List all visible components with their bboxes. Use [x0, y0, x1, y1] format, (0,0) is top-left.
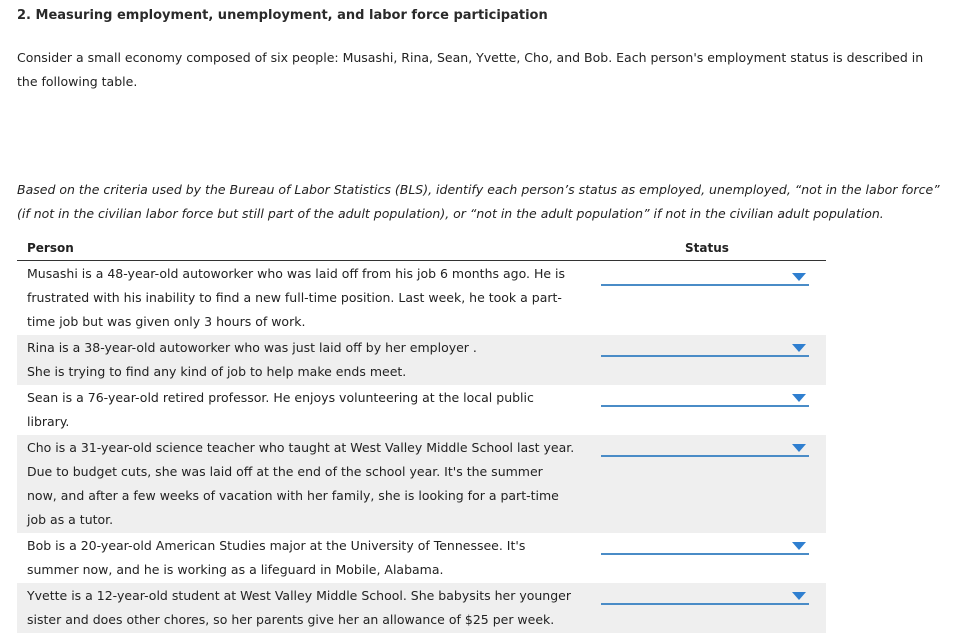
- status-dropdown-cho[interactable]: [601, 437, 809, 457]
- person-description: Yvette is a 12-year-old student at West Valley Middle School. She babysits her younger sister and does other chores, so her parents give her an allowance of $25 per week.: [27, 588, 571, 627]
- person-description: Bob is a 20-year-old American Studies major at the University of Tennessee. It's summer now, and he is working as a lifeguard in Mobile, Alabama.: [27, 538, 526, 577]
- header-status: Status: [685, 241, 729, 255]
- question-instructions: Based on the criteria used by the Bureau of Labor Statistics (BLS), identify each person’s status as employed, unemployed, “not in the labor force” (if not in the civilian labor force but still part of the adult population), or “not in the adult population” if not in the civilian adult population.: [17, 182, 940, 221]
- status-dropdown-bob[interactable]: [601, 535, 809, 555]
- status-dropdown-yvette[interactable]: [601, 585, 809, 605]
- person-description: Rina is a 38-year-old autoworker who was just laid off by her employer . She is trying to find any kind of job to help make ends meet.: [27, 340, 477, 379]
- chevron-down-icon[interactable]: [792, 592, 806, 600]
- person-description: Musashi is a 48-year-old autoworker who was laid off from his job 6 months ago. He is frustrated with his inability to find a new full-time position. Last week, he took a part-time job but was given only 3 hours of work.: [27, 266, 566, 329]
- table-row-bob: [17, 533, 826, 583]
- status-table: [17, 238, 826, 633]
- status-dropdown-rina[interactable]: [601, 337, 809, 357]
- table-row-rina: [17, 335, 826, 385]
- table-row-musashi: [17, 261, 826, 335]
- person-description: Cho is a 31-year-old science teacher who taught at West Valley Middle School last year. Due to budget cuts, she was laid off at the end of the school year. It's the summer now, and after a few weeks of vacation with her family, she is looking for a part-time job as a tutor.: [27, 440, 575, 527]
- person-description: Sean is a 76-year-old retired professor. He enjoys volunteering at the local public library.: [27, 390, 534, 429]
- question-intro: Consider a small economy composed of six people: Musashi, Rina, Sean, Yvette, Cho, and Bob. Each person's employment status is described in the following table.: [17, 50, 924, 89]
- question-title: 2. Measuring employment, unemployment, and labor force participation: [17, 8, 548, 23]
- table-row-sean: [17, 385, 826, 435]
- table-row-cho: [17, 435, 826, 533]
- chevron-down-icon[interactable]: [792, 444, 806, 452]
- chevron-down-icon[interactable]: [792, 542, 806, 550]
- chevron-down-icon[interactable]: [792, 394, 806, 402]
- header-person: Person: [27, 241, 74, 255]
- status-dropdown-sean[interactable]: [601, 387, 809, 407]
- chevron-down-icon[interactable]: [792, 344, 806, 352]
- chevron-down-icon[interactable]: [792, 273, 806, 281]
- status-dropdown-musashi[interactable]: [601, 266, 809, 286]
- table-header: [17, 238, 826, 261]
- table-row-yvette: [17, 583, 826, 633]
